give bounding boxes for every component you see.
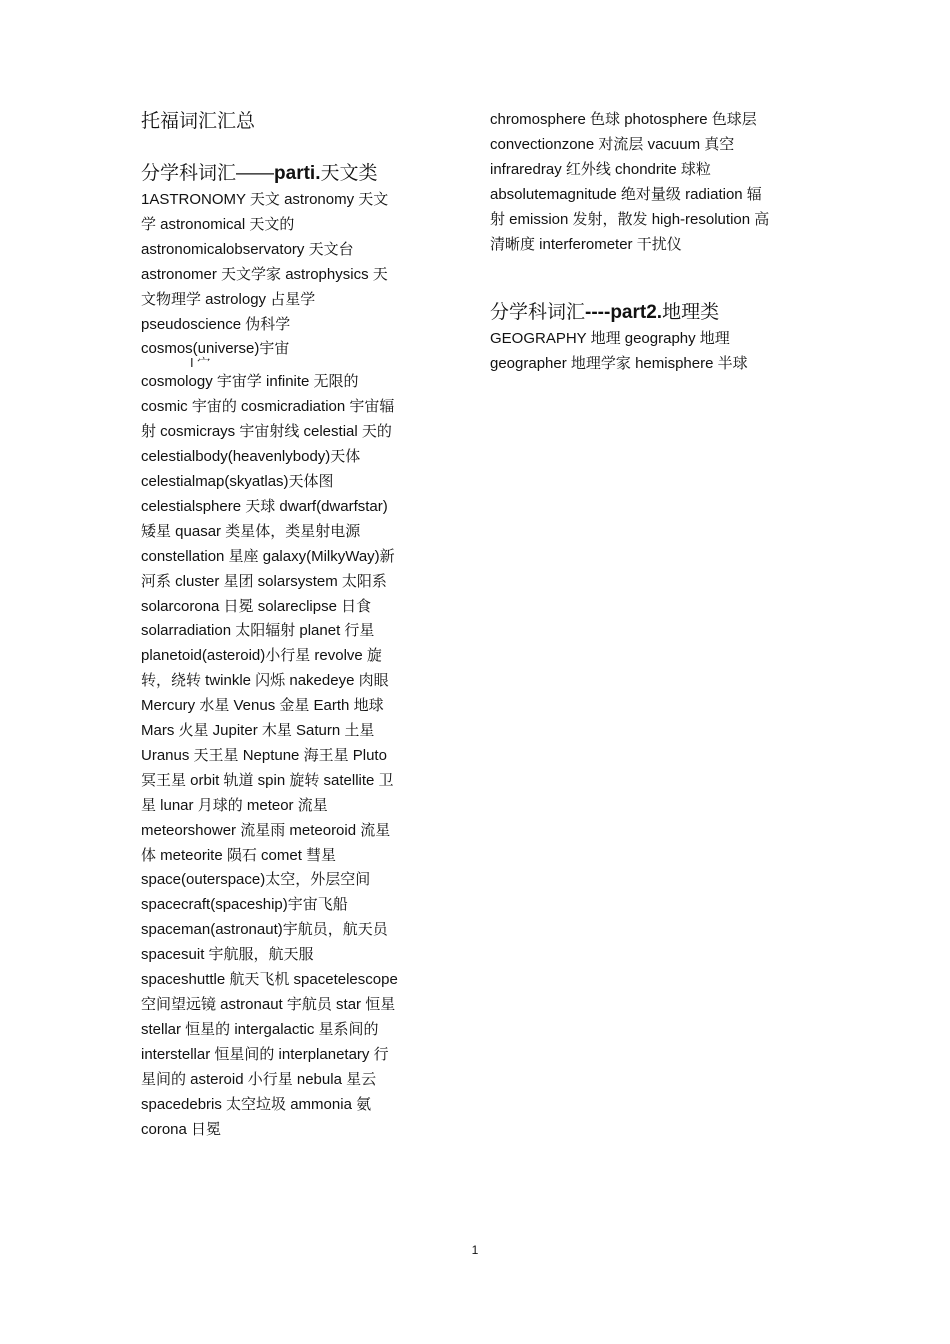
- section-heading-suffix: 天文类: [320, 163, 378, 184]
- astronomy-vocabulary-part-c: chromosphere 色球 photosphere 色球层 convectionzone 对流层 vacuum 真空 infraredray 红外线 chondrite 球粒 absolutemagnitude 绝对量级 radiation 辐射 emission 发射，散发 high-resolution 高清晰度 interferometer 干扰仪: [490, 111, 770, 253]
- astronomy-vocabulary-part-a: 1ASTRONOMY 天文 astronomy 天文学 astronomical 天文的 astronomicalobservatory 天文台 astronomer 天文学家 astrophysics 天文物理学 astrology 占星学 pseudoscience 伪科学 cosmos(universe)宇宙: [141, 191, 389, 358]
- page-number: 1: [471, 1243, 479, 1257]
- stray-mark: I 宀: [190, 355, 211, 371]
- right-column: [490, 108, 772, 377]
- geography-vocabulary: GEOGRAPHY 地理 geography 地理 geographer 地理学家 hemisphere 半球: [490, 330, 748, 373]
- section-heading-astronomy: [141, 160, 399, 188]
- section-heading-geography: [490, 299, 772, 327]
- document-title: 托福词汇汇总: [141, 111, 256, 132]
- section-heading-prefix: 分学科词汇——: [141, 163, 275, 184]
- section-spacer: [490, 257, 772, 299]
- section-heading-part: parti.: [274, 163, 321, 184]
- section-heading-part: ----part2.: [585, 302, 663, 324]
- astronomy-vocabulary-part-b: cosmology 宇宙学 infinite 无限的 cosmic 宇宙的 cosmicradiation 宇宙辐射 cosmicrays 宇宙射线 celestial 天的 celestialbody(heavenlybody)天体 celestialmap(skyatlas)天体图 celestialsphere 天球 dwarf(dwarfstar)矮星 quasar 类星体，类星射电源 constellation 星座 galaxy(MilkyWay)新河系 cluster 星团 solarsystem 太阳系 solarcorona 日冕 solareclipse 日食 solarradiation 太阳辐射 planet 行星 planetoid(asteroid)小行星 revolve 旋转，绕转 twinkle 闪烁 nakedeye 肉眼 Mercury 水星 Venus 金星 Earth 地球 Mars 火星 Jupiter 木星 Saturn 土星 Uranus 天王星 Neptune 海王星 Pluto 冥王星 orbit 轨道 spin 旋转 satellite 卫星 lunar 月球的 meteor 流星 meteorshower 流星雨 meteoroid 流星体 meteorite 陨石 comet 彗星 space(outerspace)太空，外层空间 spacecraft(spaceship)宇宙飞船 spaceman(astronaut)宇航员，航天员 spacesuit 宇航服，航天服 spaceshuttle 航天飞机 spacetelescope 空间望远镜 astronaut 宇航员 star 恒星 stellar 恒星的 intergalactic 星系间的 interstellar 恒星间的 interplanetary 行星间的 asteroid 小行星 nebula 星云 spacedebris 太空垃圾 ammonia 氨 corona 日冕: [141, 373, 398, 1138]
- section-heading-suffix: 地理类: [662, 302, 720, 324]
- section-heading-prefix: 分学科词汇: [490, 302, 586, 324]
- left-column: [141, 108, 399, 1142]
